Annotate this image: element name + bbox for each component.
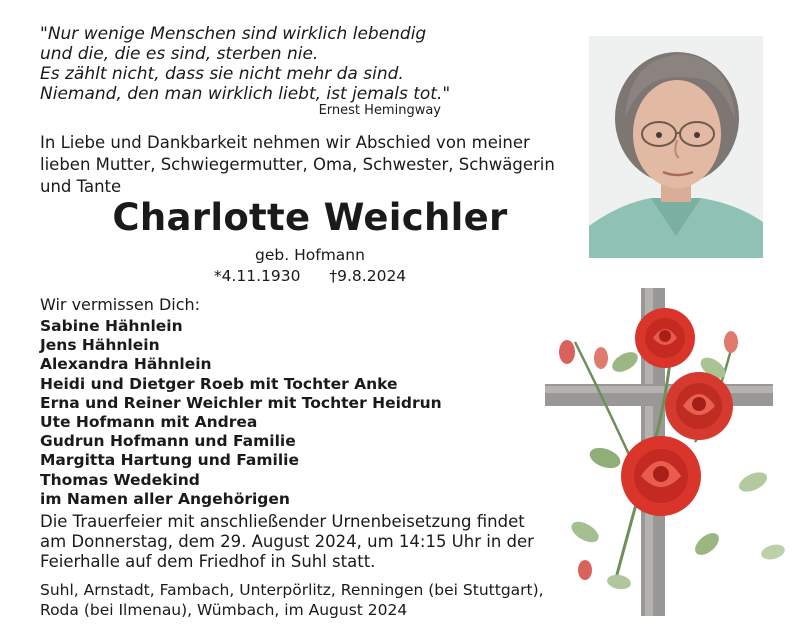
rose-bud-icon <box>559 340 575 364</box>
intro-text <box>40 132 580 198</box>
mourner-name: Alexandra Hähnlein <box>40 355 212 374</box>
mourner-name: im Namen aller Angehörigen <box>40 489 290 508</box>
places-line: Suhl, Arnstadt, Fambach, Unterpörlitz, Renningen (bei Stuttgart), <box>40 581 544 599</box>
mourners-list <box>40 317 442 509</box>
places-line: Roda (bei Ilmenau), Wümbach, im August 2024 <box>40 601 408 619</box>
intro-line: lieben Mutter, Schwiegermutter, Oma, Schwester, Schwägerin <box>40 155 555 174</box>
mourner-name: Heidi und Dietger Roeb mit Tochter Anke <box>40 374 398 393</box>
mourner-name: Gudrun Hofmann und Familie <box>40 432 296 451</box>
mourner-name: Margitta Hartung und Familie <box>40 451 299 470</box>
service-line: Die Trauerfeier mit anschließender Urnenbeisetzung findet <box>40 512 525 531</box>
mourner-name: Jens Hähnlein <box>40 336 160 355</box>
mourner-name: Erna und Reiner Weichler mit Tochter Heidrun <box>40 393 442 412</box>
intro-line: und Tante <box>40 177 122 196</box>
quote-line: Niemand, den man wirklich liebt, ist jemals tot." <box>40 84 451 104</box>
cross-roses-decoration <box>545 282 795 622</box>
mourner-name: Sabine Hähnlein <box>40 317 183 335</box>
service-line: am Donnerstag, dem 29. August 2024, um 14:15 Uhr in der <box>40 532 534 551</box>
death-date: †9.8.2024 <box>329 267 407 285</box>
funeral-service-text <box>40 512 560 572</box>
quote-line: "Nur wenige Menschen sind wirklich lebendig <box>40 24 427 44</box>
quote-author: Ernest Hemingway <box>318 103 441 118</box>
rose-icon <box>635 308 695 368</box>
birth-name: geb. Hofmann <box>255 246 365 264</box>
quote-line: Es zählt nicht, dass sie nicht mehr da sind. <box>40 64 404 84</box>
quote-line: und die, die es sind, sterben nie. <box>40 44 319 64</box>
deceased-name: Charlotte Weichler <box>112 196 508 239</box>
portrait-photo <box>589 36 763 258</box>
rose-icon <box>665 372 733 440</box>
intro-line: In Liebe und Dankbarkeit nehmen wir Abschied von meiner <box>40 133 530 152</box>
service-line: Feierhalle auf dem Friedhof in Suhl statt. <box>40 552 376 571</box>
quote-block <box>40 24 460 104</box>
mourners-label: Wir vermissen Dich: <box>40 295 201 314</box>
places-and-date <box>40 580 580 620</box>
mourner-name: Thomas Wedekind <box>40 470 200 489</box>
birth-date: *4.11.1930 <box>213 267 301 285</box>
life-dates <box>40 267 580 285</box>
rose-icon <box>621 436 701 516</box>
mourner-name: Ute Hofmann mit Andrea <box>40 413 258 432</box>
